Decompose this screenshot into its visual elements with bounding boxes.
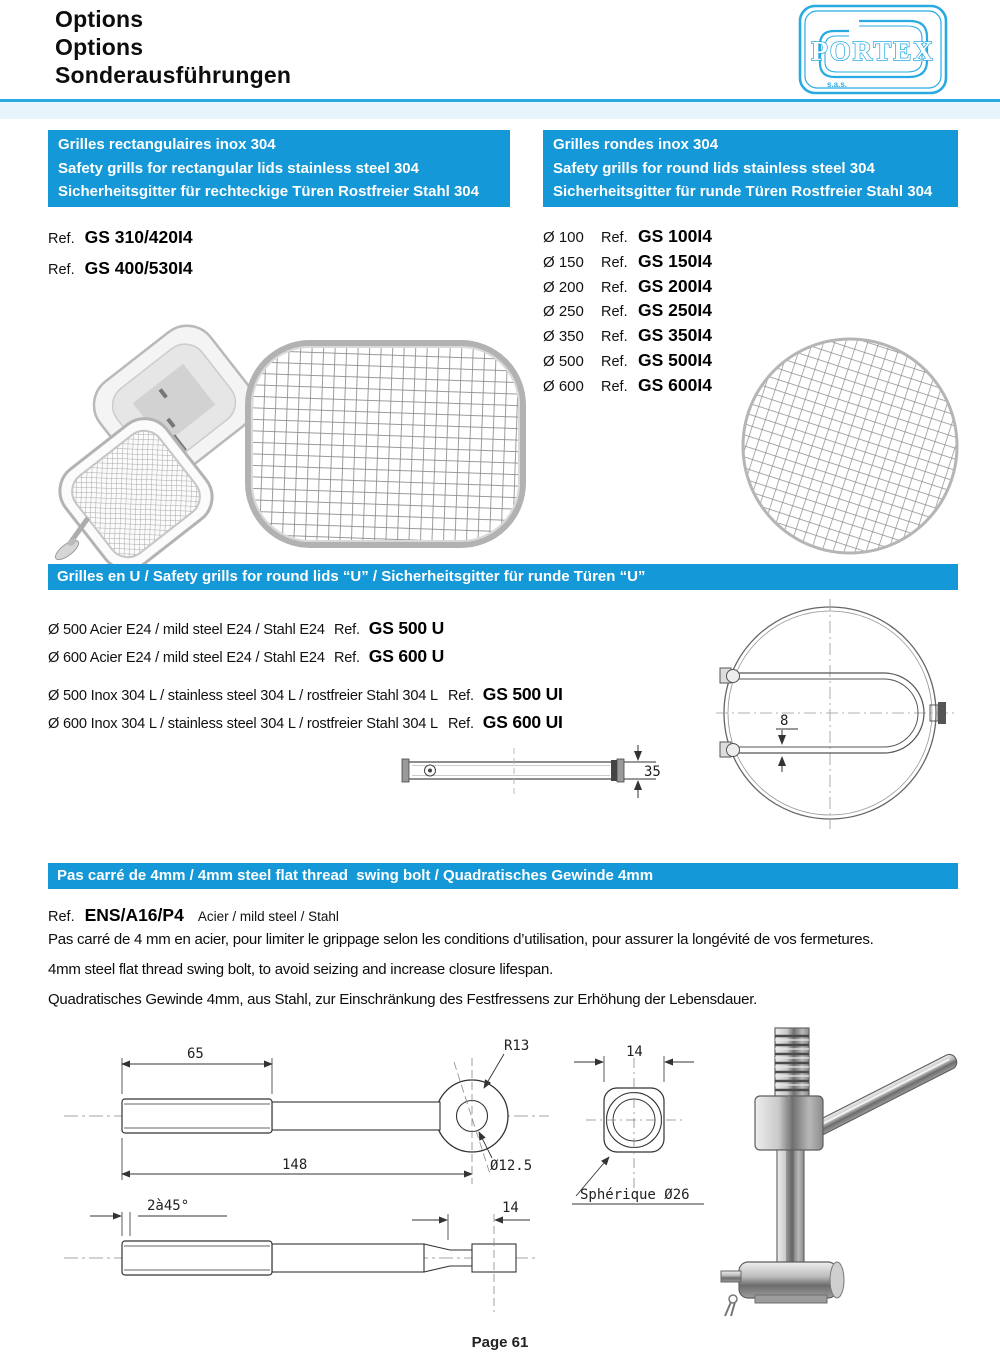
round-ref-row xyxy=(543,276,712,301)
ref-material-note: Acier / mild steel / Stahl xyxy=(197,909,339,924)
ref-label: Ref. xyxy=(601,353,628,370)
portex-logo-text: PORTEX xyxy=(811,36,935,66)
dim-chamfer: 2à45° xyxy=(147,1198,190,1214)
diameter: Ø 350 xyxy=(543,328,584,346)
diameter: Ø 200 xyxy=(543,278,584,296)
title-line-fr: Options xyxy=(55,6,144,32)
ref-code: GS 600 U xyxy=(368,646,445,666)
diameter: Ø 100 xyxy=(543,229,584,246)
ref-code: GS 200I4 xyxy=(638,275,712,296)
dim-65: 65 xyxy=(187,1046,204,1062)
section-header-rect-grills xyxy=(48,130,510,207)
ref-label: Ref. xyxy=(334,622,360,638)
ref-label: Ref. xyxy=(601,304,628,321)
round-ref-row xyxy=(543,325,712,350)
title-line-de: Sonderausführungen xyxy=(55,62,292,88)
rect-header-fr: Grilles rectangulaires inox 304 xyxy=(58,136,276,153)
rect-header-de: Sicherheitsgitter für rechteckige Türen Rostfreier Stahl 304 xyxy=(58,183,479,200)
bolt-ref-row xyxy=(48,905,339,926)
section-header-u-grills: Grilles en U / Safety grills for round lids “U” / Sicherheitsgitter für runde Türen “U” xyxy=(48,564,958,590)
ref-code: GS 600 UI xyxy=(482,712,563,732)
round-ref-row xyxy=(543,226,712,251)
page-title xyxy=(55,5,291,89)
ref-code: GS 400/530I4 xyxy=(84,258,193,278)
u-ref-row xyxy=(48,618,444,639)
u-grill-top-drawing xyxy=(702,596,959,833)
section-header-swing-bolt: Pas carré de 4mm / 4mm steel flat thread swing bolt / Quadratisches Gewinde 4mm xyxy=(48,863,958,889)
ref-code: GS 500 U xyxy=(368,618,445,638)
rect-ref-row xyxy=(48,258,193,279)
dim-148: 148 xyxy=(282,1157,308,1173)
u-desc: Ø 600 Acier E24 / mild steel E24 / Stahl E24 xyxy=(48,650,325,666)
dim-8: 8 xyxy=(780,713,789,729)
dim-14-bottom: 14 xyxy=(502,1200,519,1216)
dim-35: 35 xyxy=(644,764,661,780)
diameter: Ø 150 xyxy=(543,253,584,271)
ref-label: Ref. xyxy=(601,230,628,246)
header-light-band xyxy=(0,102,1000,119)
dim-14-end: 14 xyxy=(626,1044,643,1060)
u-desc: Ø 500 Inox 304 L / stainless steel 304 L / rostfreier Stahl 304 L xyxy=(48,688,438,704)
u-ref-row xyxy=(48,684,563,705)
rect-grill-photo xyxy=(243,338,528,550)
section-header-round-grills xyxy=(543,130,958,207)
u-desc: Ø 500 Acier E24 / mild steel E24 / Stahl E24 xyxy=(48,622,325,638)
round-grill-photo xyxy=(738,333,963,561)
ref-code: GS 310/420I4 xyxy=(84,227,193,247)
dim-sphere: Sphérique Ø26 xyxy=(580,1187,690,1203)
portex-logo xyxy=(797,3,949,96)
ref-label: Ref. xyxy=(48,262,75,278)
u-ref-row xyxy=(48,646,444,667)
round-ref-row xyxy=(543,300,712,325)
ref-code: GS 150I4 xyxy=(638,250,712,271)
ref-code: GS 500I4 xyxy=(638,349,712,370)
ref-code: GS 600I4 xyxy=(638,374,712,395)
portex-logo-sub: s.a.s. xyxy=(827,80,848,89)
title-line-en: Options xyxy=(55,34,144,60)
rect-lid-photo xyxy=(52,322,252,567)
swing-bolt-photo xyxy=(715,1018,985,1323)
ref-code: GS 100I4 xyxy=(638,226,712,246)
ref-label: Ref. xyxy=(48,231,75,247)
bolt-desc-de: Quadratisches Gewinde 4mm, aus Stahl, zur Einschränkung des Festfressens zur Erhöhung der Lebensdauer. xyxy=(48,991,758,1008)
rect-header-en: Safety grills for rectangular lids stainless steel 304 xyxy=(58,159,419,177)
portex-logo-icon xyxy=(797,3,949,96)
ref-label: Ref. xyxy=(601,378,628,395)
u-ref-row xyxy=(48,712,563,733)
round-header-en: Safety grills for round lids stainless steel 304 xyxy=(553,159,875,177)
round-ref-list xyxy=(543,226,712,400)
dim-hole: Ø12.5 xyxy=(490,1158,533,1174)
bolt-bottom-view-drawing xyxy=(52,1186,557,1326)
u-grill-side-drawing xyxy=(398,740,668,806)
ref-label: Ref. xyxy=(448,688,474,704)
round-ref-row xyxy=(543,375,712,400)
diameter: Ø 500 xyxy=(543,352,584,370)
ref-label: Ref. xyxy=(601,329,628,346)
round-ref-row xyxy=(543,350,712,375)
ref-label: Ref. xyxy=(601,279,628,296)
ref-label: Ref. xyxy=(601,254,628,271)
dim-r13: R13 xyxy=(504,1038,530,1054)
bolt-end-view-drawing xyxy=(552,1028,722,1213)
round-header-fr: Grilles rondes inox 304 xyxy=(553,136,719,153)
ref-label: Ref. xyxy=(48,909,75,925)
bolt-desc-fr: Pas carré de 4 mm en acier, pour limiter le grippage selon les conditions d’utilisation, pour assurer la longévité de vos fermetures. xyxy=(48,931,874,948)
ref-code: ENS/A16/P4 xyxy=(84,905,184,925)
diameter: Ø 250 xyxy=(543,303,584,321)
round-ref-row xyxy=(543,251,712,276)
ref-code: GS 250I4 xyxy=(638,300,712,321)
ref-label: Ref. xyxy=(334,650,360,666)
ref-code: GS 500 UI xyxy=(482,684,563,704)
ref-label: Ref. xyxy=(448,716,474,732)
ref-code: GS 350I4 xyxy=(638,325,712,346)
diameter: Ø 600 xyxy=(543,377,584,395)
round-header-de: Sicherheitsgitter für runde Türen Rostfreier Stahl 304 xyxy=(553,183,933,200)
bolt-desc-en: 4mm steel flat thread swing bolt, to avoid seizing and increase closure lifespan. xyxy=(48,961,554,978)
page-number: Page 61 xyxy=(471,1334,529,1351)
u-desc: Ø 600 Inox 304 L / stainless steel 304 L / rostfreier Stahl 304 L xyxy=(48,716,438,732)
rect-ref-row xyxy=(48,227,193,248)
bolt-top-view-drawing xyxy=(52,1028,557,1188)
